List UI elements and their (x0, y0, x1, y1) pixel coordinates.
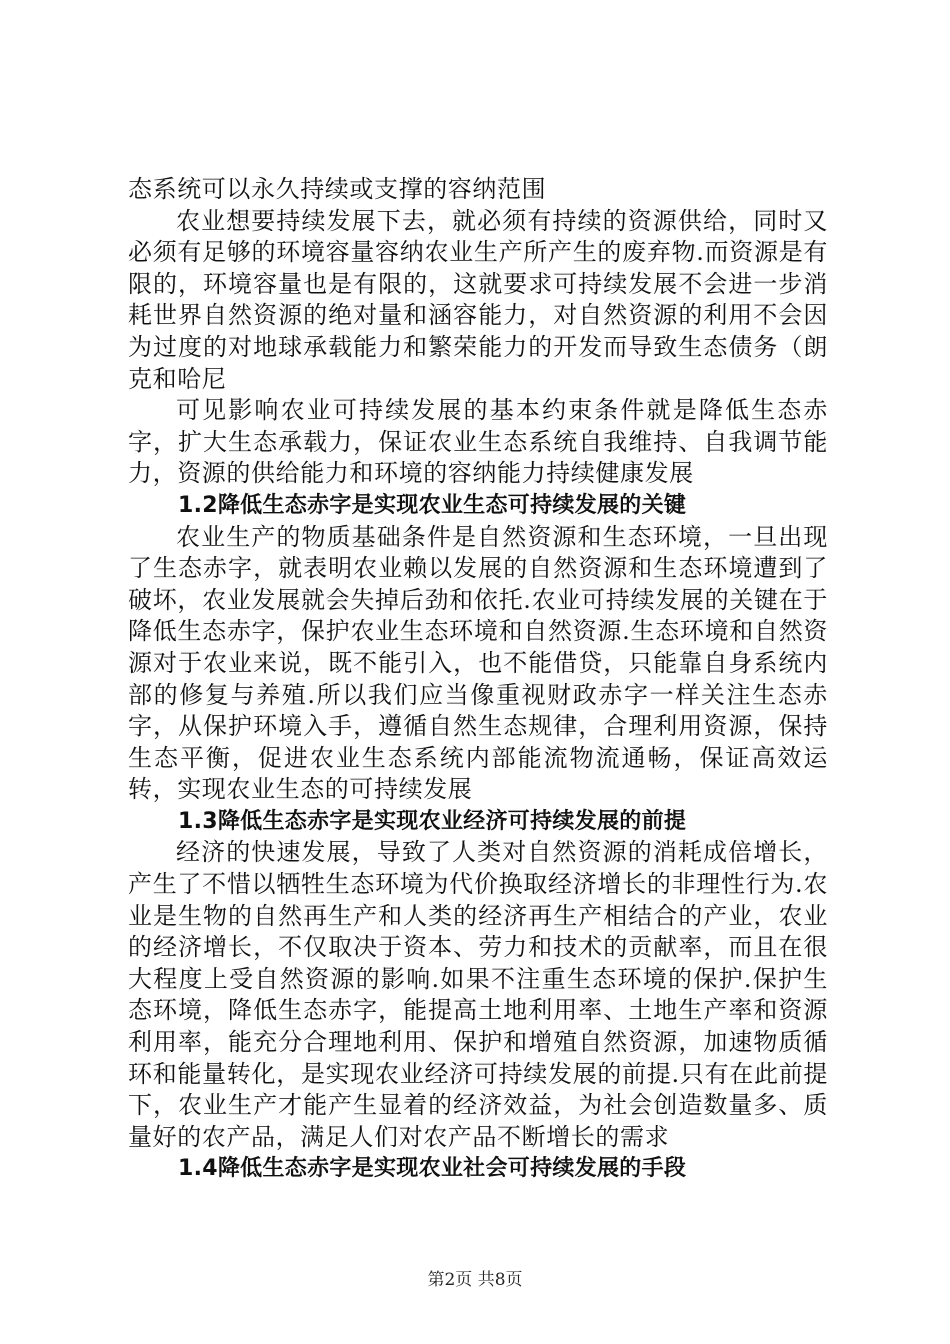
section-heading: 1.4降低生态赤字是实现农业社会可持续发展的手段 (178, 1156, 687, 1182)
paragraph-continuation: 态系统可以永久持续或支撑的容纳范围 (128, 175, 547, 203)
paragraph-body: 农业生产的物质基础条件是自然资源和生态环境，一旦出现了生态赤字，就表明农业赖以发展的自然资源和生态环境遭到了破坏，农业发展就会失掉后劲和依托.农业可持续发展的关键在于降低生态赤字，保护农业生态环境和自然资源.生态环境和自然资源对于农业来说，既不能引入，也不能借贷，只能靠自身系统内部的修复与养殖.所以我们应当像重视财政赤字一样关注生态赤字，从保护环境入手，遵循自然生态规律，合理利用资源，保持生态平衡，促进农业生态系统内部能流物流通畅，保证高效运转，实现农业生态的可持续发展 (128, 522, 828, 804)
paragraph-body: 经济的快速发展，导致了人类对自然资源的消耗成倍增长，产生了不惜以牺牲生态环境为代价换取经济增长的非理性行为.农业是生物的自然再生产和人类的经济再生产相结合的产业，农业的经济增长，不仅取决于资本、劳力和技术的贡献率，而且在很大程度上受自然资源的影响.如果不注重生态环境的保护.保护生态环境，降低生态赤字，能提高土地利用率、土地生产率和资源利用率，能充分合理地利用、保护和增殖自然资源，加速物质循环和能量转化，是实现农业经济可持续发展的前提.只有在此前提下，农业生产才能产生显着的经济效益，为社会创造数量多、质量好的农产品，满足人们对农产品不断增长的需求 (128, 838, 828, 1151)
page-footer (0, 1265, 950, 1290)
page-number-label: 第2页 共8页 (427, 1270, 523, 1290)
section-heading: 1.2降低生态赤字是实现农业生态可持续发展的关键 (178, 492, 687, 518)
section-heading: 1.3降低生态赤字是实现农业经济可持续发展的前提 (178, 808, 687, 834)
document-body (128, 174, 828, 1185)
paragraph-body: 可见影响农业可持续发展的基本约束条件就是降低生态赤字，扩大生态承载力，保证农业生态系统自我维持、自我调节能力，资源的供给能力和环境的容纳能力持续健康发展 (128, 396, 828, 488)
paragraph-body: 农业想要持续发展下去，就必须有持续的资源供给，同时又必须有足够的环境容量容纳农业生产所产生的废弃物.而资源是有限的，环境容量也是有限的，这就要求可持续发展不会进一步消耗世界自然资源的绝对量和涵容能力，对自然资源的利用不会因为过度的对地球承载能力和繁荣能力的开发而导致生态债务（朗克和哈尼 (128, 206, 828, 393)
